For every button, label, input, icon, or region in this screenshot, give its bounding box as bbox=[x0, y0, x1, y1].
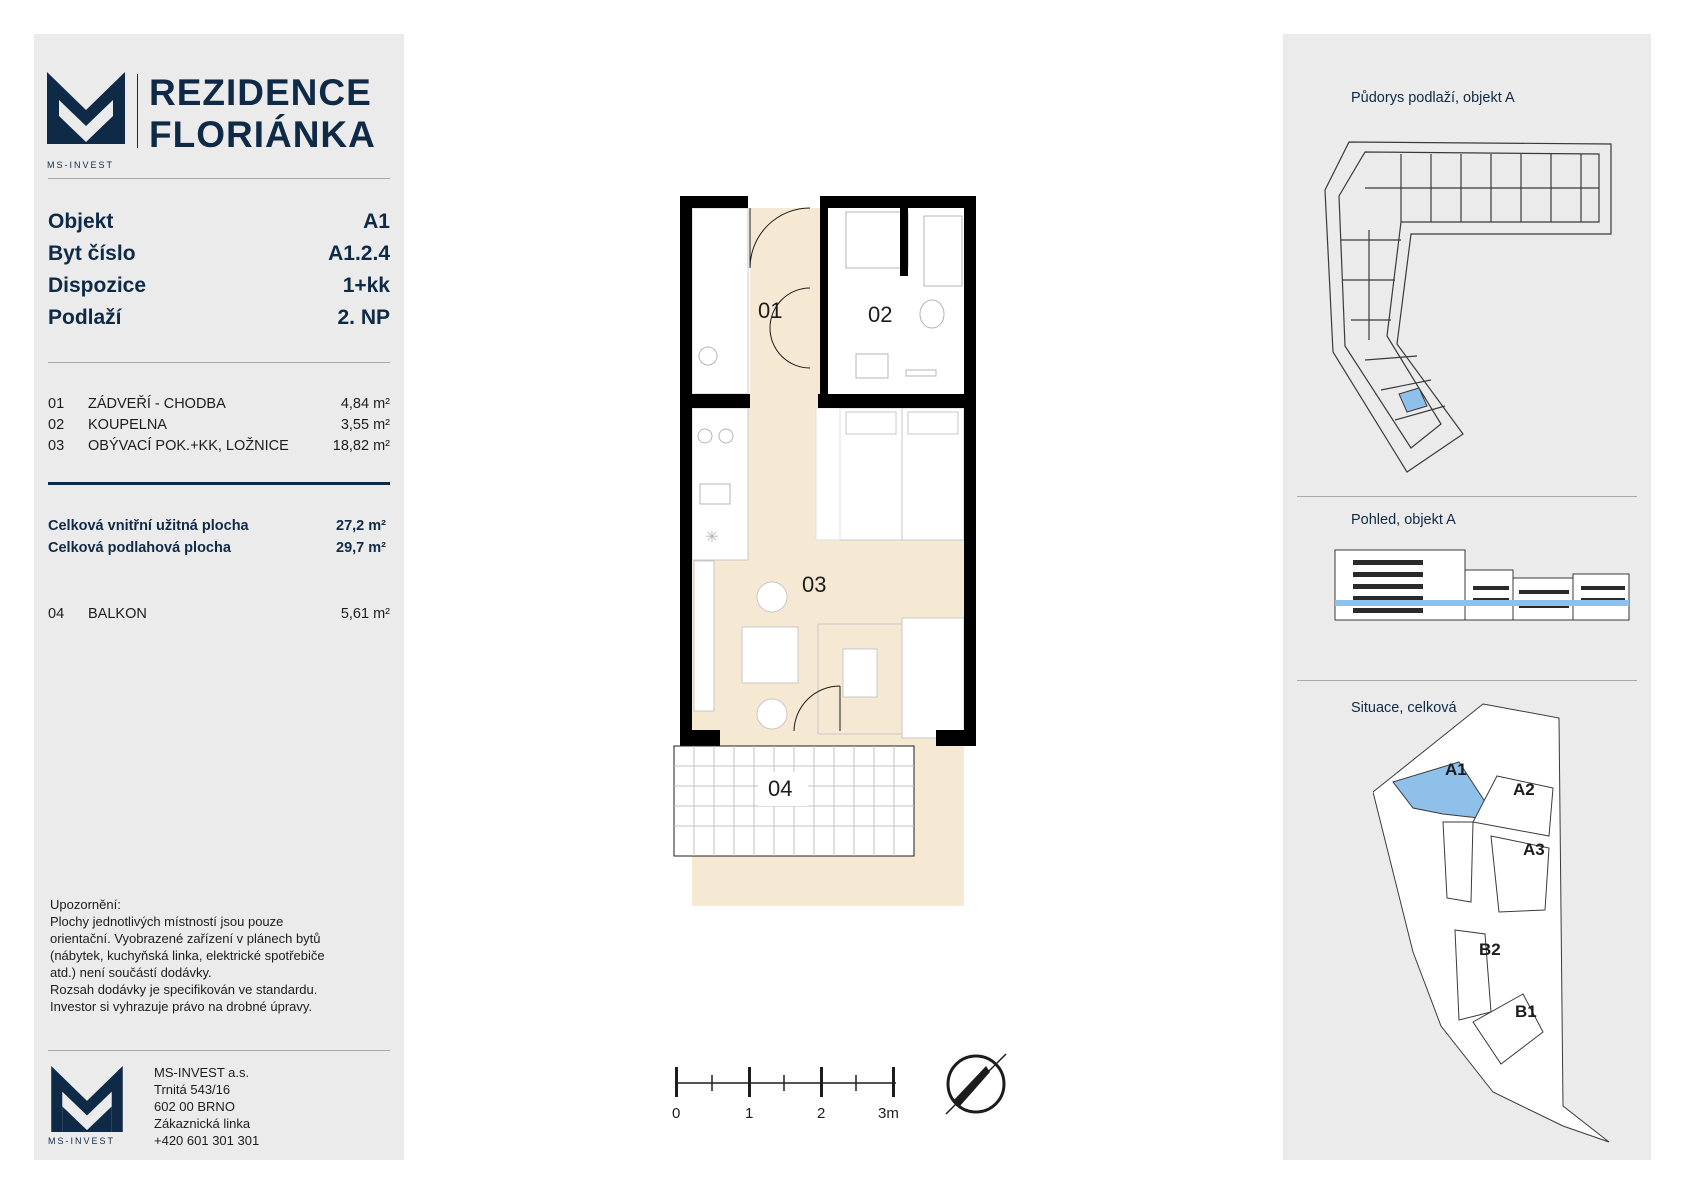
brand-logo-text: MS-INVEST bbox=[47, 160, 115, 170]
notice-line: Upozornění: bbox=[50, 897, 121, 912]
room-number: 01 bbox=[48, 396, 65, 412]
spec-value: A1 bbox=[363, 210, 390, 233]
ms-invest-footer-logo-icon bbox=[49, 1066, 125, 1132]
spec-value: 2. NP bbox=[337, 306, 390, 329]
tv-unit bbox=[694, 561, 714, 711]
building-elevation-thumbnail bbox=[1333, 542, 1633, 624]
floor-highlight bbox=[1335, 600, 1629, 606]
room-row-01 bbox=[48, 396, 390, 416]
scale-tick-label: 0 bbox=[672, 1105, 681, 1122]
spec-key: Podlaží bbox=[48, 306, 122, 329]
toilet bbox=[920, 300, 944, 328]
room-label-02: 02 bbox=[868, 302, 893, 327]
spec-objekt bbox=[48, 210, 390, 240]
spec-podlazi bbox=[48, 306, 390, 336]
doorway bbox=[750, 394, 818, 408]
building-a1-wing bbox=[1443, 822, 1473, 902]
notice-line: atd.) není součástí dodávky. bbox=[50, 965, 212, 980]
floor-plan bbox=[670, 186, 1000, 906]
room-area: 18,82 m² bbox=[332, 438, 390, 454]
room-label: BALKON bbox=[88, 606, 147, 622]
site-label-a2: A2 bbox=[1513, 780, 1535, 799]
total-floor-area bbox=[48, 540, 390, 560]
company-line: Zákaznická linka bbox=[154, 1116, 251, 1131]
divider bbox=[1297, 680, 1637, 681]
towel-rack bbox=[906, 370, 936, 376]
view-title: Pohled, objekt A bbox=[1351, 512, 1456, 528]
spec-value: A1.2.4 bbox=[328, 242, 390, 265]
floor-plan-drawing bbox=[670, 186, 1000, 906]
bath-cabinet bbox=[924, 216, 962, 286]
notice-line: (nábytek, kuchyňská linka, elektrické spotřebiče bbox=[50, 948, 325, 963]
room-number: 03 bbox=[48, 438, 65, 454]
total-area: 27,2 m² bbox=[336, 518, 386, 534]
wall-bathroom-left bbox=[820, 196, 828, 394]
spec-value: 1+kk bbox=[342, 274, 390, 297]
wall-top-right bbox=[820, 196, 976, 208]
floor-plan-title: Půdorys podlaží, objekt A bbox=[1351, 90, 1515, 106]
notice-line: Rozsah dodávky je specifikován ve standardu. bbox=[50, 982, 318, 997]
room-label-01: 01 bbox=[758, 298, 783, 323]
wall-top-left bbox=[680, 196, 748, 208]
site-plan-thumbnail bbox=[1373, 702, 1613, 1148]
brand-name-line2: FLORIÁNKA bbox=[149, 114, 376, 155]
divider bbox=[48, 1050, 390, 1051]
notice bbox=[50, 896, 370, 1015]
room-label: ZÁDVEŘÍ - CHODBA bbox=[88, 396, 226, 412]
building-floor-plan-thumbnail bbox=[1321, 130, 1621, 478]
scale-bar-graphic bbox=[660, 1055, 900, 1101]
brand-header bbox=[47, 72, 397, 182]
notice-line: orientační. Vyobrazené zařízení v plánech bytů bbox=[50, 931, 321, 946]
shower bbox=[846, 212, 908, 268]
site-label-b2: B2 bbox=[1479, 940, 1501, 959]
spec-key: Dispozice bbox=[48, 274, 147, 297]
company-line: Trnitá 543/16 bbox=[154, 1082, 231, 1097]
room-label: KOUPELNA bbox=[88, 417, 167, 433]
divider bbox=[48, 178, 390, 179]
wall-left bbox=[680, 196, 692, 744]
wall-right bbox=[964, 196, 976, 744]
room-row-02 bbox=[48, 417, 390, 437]
dining-table bbox=[742, 627, 798, 683]
total-label: Celková vnitřní užitná plocha bbox=[48, 518, 249, 534]
scale-bar bbox=[660, 1055, 900, 1125]
notice-line: Investor si vyhrazuje právo na drobné úpravy. bbox=[50, 999, 313, 1014]
wardrobe-bedroom bbox=[816, 408, 840, 540]
ms-invest-logo-icon bbox=[47, 72, 125, 144]
room-number: 02 bbox=[48, 417, 65, 433]
divider-thick bbox=[48, 482, 390, 485]
room-label-03: 03 bbox=[802, 572, 827, 597]
room-area: 5,61 m² bbox=[340, 606, 390, 622]
spec-dispozice bbox=[48, 274, 390, 304]
spec-key: Byt číslo bbox=[48, 242, 136, 265]
site-label-b1: B1 bbox=[1515, 1002, 1537, 1021]
apartment-highlight bbox=[1399, 388, 1427, 412]
site-label-a1: A1 bbox=[1445, 760, 1467, 779]
company-line: MS-INVEST a.s. bbox=[154, 1065, 250, 1080]
wardrobe bbox=[692, 208, 748, 394]
scale-tick-label: 2 bbox=[817, 1105, 826, 1122]
info-panel bbox=[34, 34, 404, 1160]
divider bbox=[48, 362, 390, 363]
extractor-icon: ✳ bbox=[705, 529, 719, 546]
north-arrow-icon bbox=[940, 1048, 1012, 1120]
brand-name bbox=[149, 72, 376, 156]
wall-bottom-right bbox=[936, 730, 976, 746]
divider bbox=[1297, 496, 1637, 497]
overview-panel bbox=[1283, 34, 1651, 1160]
scale-tick-label: 3m bbox=[878, 1105, 899, 1122]
total-label: Celková podlahová plocha bbox=[48, 540, 231, 556]
room-area: 4,84 m² bbox=[340, 396, 390, 412]
washbasin bbox=[856, 354, 888, 378]
room-number: 04 bbox=[48, 606, 65, 622]
room-area: 3,55 m² bbox=[340, 417, 390, 433]
wall-shaft bbox=[900, 196, 908, 276]
notice-line: Plochy jednotlivých místností jsou pouze bbox=[50, 914, 284, 929]
wall-middle bbox=[692, 394, 964, 408]
brand-divider bbox=[137, 74, 138, 148]
balcony-row bbox=[48, 606, 390, 626]
sofa bbox=[902, 618, 964, 738]
company-line: +420 601 301 301 bbox=[154, 1133, 260, 1148]
footer-logo-text: MS-INVEST bbox=[48, 1136, 116, 1146]
wall-bottom-left bbox=[680, 730, 720, 746]
spec-byt-cislo bbox=[48, 242, 390, 272]
spec-key: Objekt bbox=[48, 210, 114, 233]
room-row-03 bbox=[48, 438, 390, 458]
total-area: 29,7 m² bbox=[336, 540, 386, 556]
scale-tick-label: 1 bbox=[745, 1105, 754, 1122]
company-contact bbox=[154, 1064, 259, 1149]
coffee-table bbox=[843, 649, 877, 697]
chair bbox=[757, 582, 787, 612]
room-label: OBÝVACÍ POK.+KK, LOŽNICE bbox=[88, 438, 289, 454]
chair bbox=[757, 699, 787, 729]
company-line: 602 00 BRNO bbox=[154, 1099, 235, 1114]
site-title: Situace, celková bbox=[1351, 700, 1457, 716]
site-label-a3: A3 bbox=[1523, 840, 1545, 859]
room-label-04: 04 bbox=[768, 776, 793, 801]
total-usable-area bbox=[48, 518, 390, 538]
brand-name-line1: REZIDENCE bbox=[149, 72, 372, 113]
